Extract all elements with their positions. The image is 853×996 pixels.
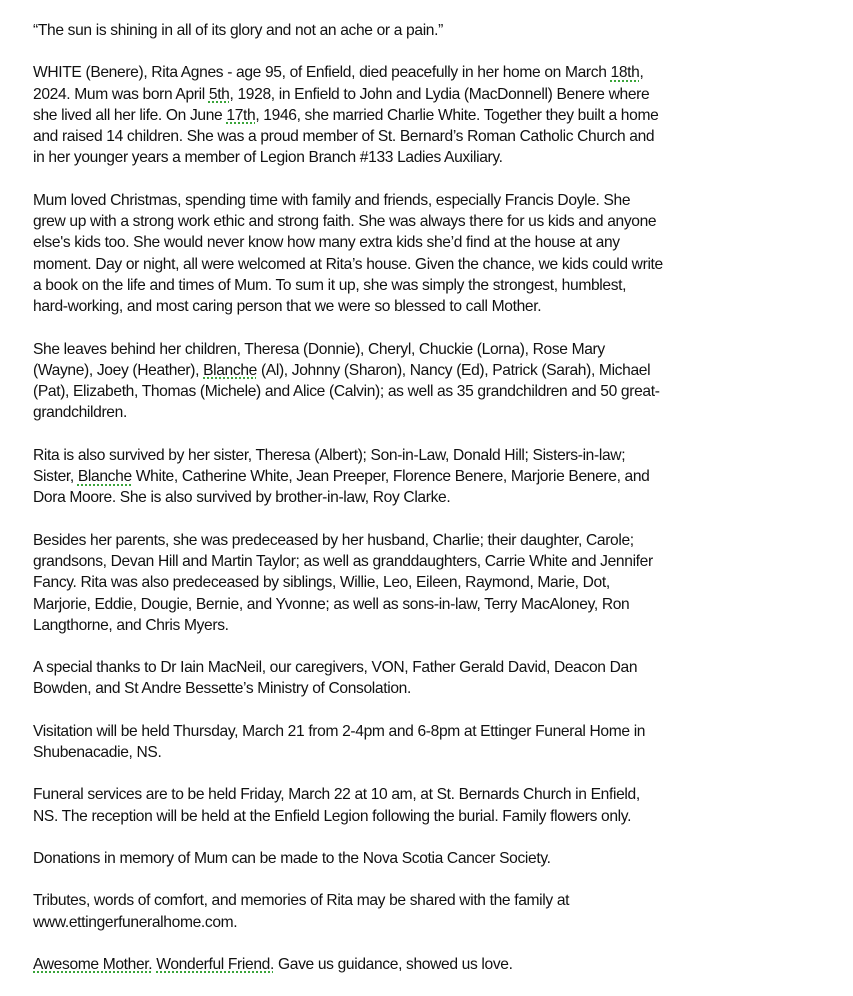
tributes-paragraph — [33, 890, 843, 933]
predeceased-paragraph — [33, 530, 843, 636]
text-line: grew up with a strong work ethic and strong faith. She was always there for us kids and anyone — [33, 213, 657, 231]
text-line: (Wayne), Joey (Heather), Blanche (Al), Johnny (Sharon), Nancy (Ed), Patrick (Sarah), Michael — [33, 361, 651, 379]
text-line: (Pat), Elizabeth, Thomas (Michele) and Alice (Calvin); as well as 35 grandchildren and 50 great- — [33, 383, 660, 401]
grammar-flag: Blanche — [77, 468, 132, 486]
text-line: WHITE (Benere), Rita Agnes - age 95, of Enfield, died peacefully in her home on March 18th, — [33, 64, 644, 82]
memories-paragraph — [33, 190, 843, 318]
text-line: grandchildren. — [33, 404, 127, 422]
text-line: Mum loved Christmas, spending time with family and friends, especially Francis Doyle. She — [33, 191, 631, 209]
funeral-paragraph — [33, 784, 843, 827]
children-paragraph — [33, 339, 843, 424]
text-line: grandsons, Devan Hill and Martin Taylor; as well as granddaughters, Carrie White and Jennifer — [33, 552, 653, 570]
text-line: www.ettingerfuneralhome.com. — [33, 913, 238, 931]
text-line: hard-working, and most caring person that we were so blessed to call Mother. — [33, 298, 542, 316]
text-line: in her younger years a member of Legion Branch #133 Ladies Auxiliary. — [33, 149, 503, 167]
text-line: Fancy. Rita was also predeceased by siblings, Willie, Leo, Eileen, Raymond, Marie, Dot, — [33, 574, 610, 592]
text-line: Besides her parents, she was predeceased by her husband, Charlie; their daughter, Carole; — [33, 531, 634, 549]
text-line: else's kids too. She would never know how many extra kids she’d find at the house at any — [33, 234, 620, 252]
text-line: she lived all her life. On June 17th, 1946, she married Charlie White. Together they built a home — [33, 106, 659, 124]
text-line: Sister, Blanche White, Catherine White, Jean Preeper, Florence Benere, Marjorie Benere, and — [33, 468, 650, 486]
grammar-flag: 17th — [226, 106, 256, 124]
text-line: NS. The reception will be held at the Enfield Legion following the burial. Family flowers only. — [33, 807, 632, 825]
text-line: 2024. Mum was born April 5th, 1928, in Enfield to John and Lydia (MacDonnell) Benere where — [33, 85, 650, 103]
grammar-flag: Awesome Mother. — [33, 955, 153, 973]
text-line: Dora Moore. She is also survived by brother-in-law, Roy Clarke. — [33, 489, 451, 507]
closing-paragraph — [33, 954, 843, 975]
text-line: Langthorne, and Chris Myers. — [33, 616, 229, 634]
quote-paragraph — [33, 20, 843, 41]
visitation-paragraph — [33, 721, 843, 764]
grammar-flag: Wonderful Friend. — [156, 955, 274, 973]
grammar-flag: Blanche — [203, 361, 257, 379]
text-line: a book on the life and times of Mum. To sum it up, she was simply the strongest, humblest, — [33, 276, 627, 294]
text-line: She leaves behind her children, Theresa (Donnie), Cheryl, Chuckie (Lorna), Rose Mary — [33, 340, 605, 358]
text-line: Bowden, and St Andre Bessette’s Ministry of Consolation. — [33, 680, 411, 698]
text-line: and raised 14 children. She was a proud member of St. Bernard’s Roman Catholic Church and — [33, 128, 655, 146]
death-notice-paragraph — [33, 62, 843, 168]
text-line: Rita is also survived by her sister, Theresa (Albert); Son-in-Law, Donald Hill; Sisters-in-law; — [33, 446, 626, 464]
text-line: Donations in memory of Mum can be made to the Nova Scotia Cancer Society. — [33, 849, 551, 867]
text-line: Shubenacadie, NS. — [33, 744, 162, 762]
survived-by-paragraph — [33, 445, 843, 509]
text-line: A special thanks to Dr Iain MacNeil, our caregivers, VON, Father Gerald David, Deacon Dan — [33, 659, 638, 677]
text-line: Marjorie, Eddie, Dougie, Bernie, and Yvonne; as well as sons-in-law, Terry MacAloney, Ron — [33, 595, 630, 613]
grammar-flag: 5th — [208, 85, 230, 103]
text-line: “The sun is shining in all of its glory and not an ache or a pain.” — [33, 22, 443, 39]
thanks-paragraph — [33, 657, 843, 700]
text-line: Awesome Mother. Wonderful Friend. Gave us guidance, showed us love. — [33, 955, 513, 973]
text-line: Funeral services are to be held Friday, March 22 at 10 am, at St. Bernards Church in Enfield, — [33, 786, 640, 804]
text-line: Tributes, words of comfort, and memories of Rita may be shared with the family at — [33, 892, 570, 910]
text-line: Visitation will be held Thursday, March 21 from 2-4pm and 6-8pm at Ettinger Funeral Home in — [33, 722, 646, 740]
donations-paragraph — [33, 848, 843, 869]
grammar-flag: 18th — [610, 64, 640, 82]
obituary-document — [33, 20, 843, 996]
text-line: moment. Day or night, all were welcomed at Rita’s house. Given the chance, we kids could write — [33, 255, 663, 273]
